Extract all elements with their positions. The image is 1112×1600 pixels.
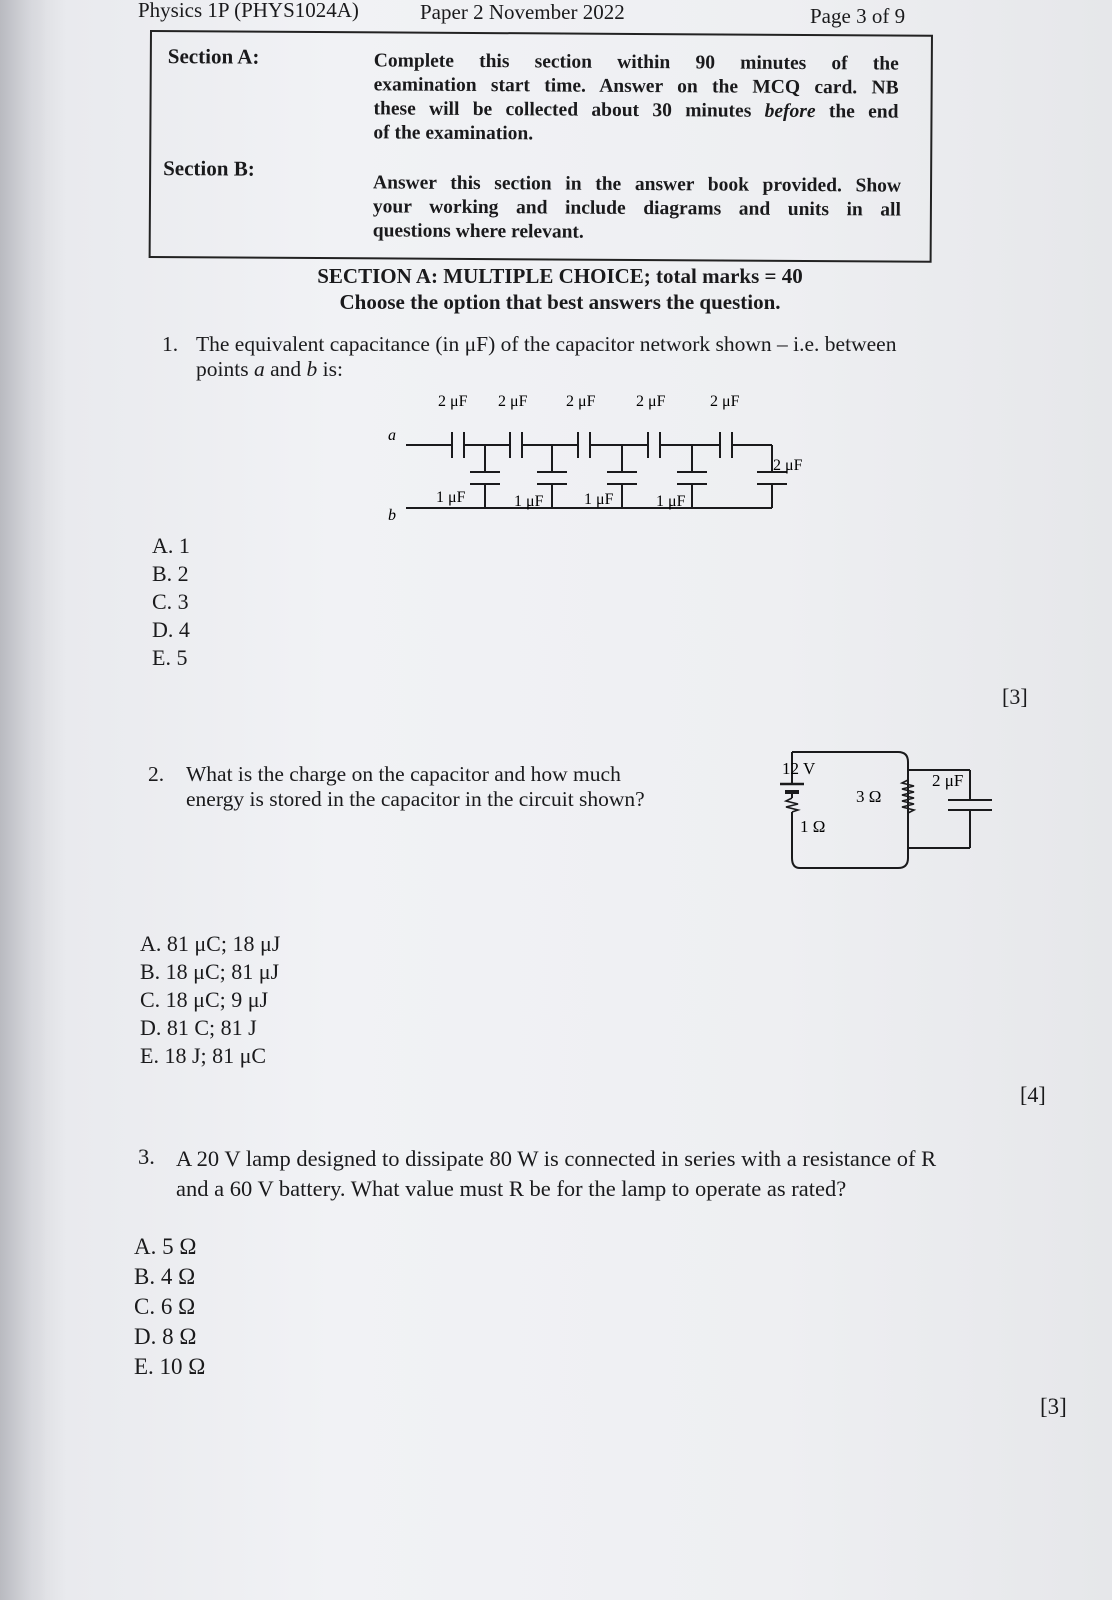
paper-date: Paper 2 November 2022	[420, 0, 625, 24]
series-cap-label: 2 μF	[636, 393, 666, 410]
q1-option-d: D. 4	[152, 617, 190, 642]
q3-options	[134, 1232, 205, 1382]
q1-number: 1.	[162, 332, 179, 356]
q2-option-a: A. 81 μC; 18 μJ	[140, 931, 281, 956]
q2-option-d: D. 81 C; 81 J	[140, 1015, 257, 1040]
q2-option-b: B. 18 μC; 81 μJ	[140, 959, 280, 984]
q1-line: The equivalent capacitance (in μF) of the capacitor network shown – i.e. between	[196, 332, 897, 356]
q3-option-a: A. 5 Ω	[134, 1234, 197, 1259]
q3-line: and a 60 V battery. What value must R be for the lamp to operate as rated?	[176, 1176, 847, 1201]
section-b-line: Answer this section in the answer book provided. Show	[373, 172, 902, 197]
q3-option-c: C. 6 Ω	[134, 1294, 196, 1319]
page-shadow	[0, 0, 46, 1600]
resistor-label: 3 Ω	[856, 787, 882, 806]
section-b-line: questions where relevant.	[372, 220, 584, 243]
section-a-line	[373, 97, 898, 124]
q2-option-c: C. 18 μC; 9 μJ	[140, 987, 269, 1012]
q1-options	[152, 532, 190, 672]
section-title: SECTION A: MULTIPLE CHOICE; total marks = 40	[317, 264, 803, 288]
q2-option-e: E. 18 J; 81 μC	[140, 1043, 267, 1068]
q2-options	[140, 930, 280, 1070]
q1-option-c: C. 3	[152, 589, 189, 614]
section-a-text	[373, 49, 899, 148]
q3-text	[176, 1144, 1076, 1204]
q1-line2-pre: points	[196, 357, 254, 381]
q1-line2-mid: and	[264, 357, 307, 381]
series-cap-label: 2 μF	[438, 393, 468, 410]
q1-marks: [3]	[1002, 684, 1028, 709]
series-cap-label: 2 μF	[710, 393, 740, 410]
section-a-line3-post: the end	[815, 101, 899, 123]
capacitor-ladder-diagram	[380, 390, 840, 540]
q1-option-b: B. 2	[152, 561, 189, 586]
q3-marks: [3]	[1040, 1394, 1067, 1419]
q1-option-e: E. 5	[152, 645, 188, 670]
course-code: Physics 1P (PHYS1024A)	[138, 0, 359, 22]
series-cap-label: 2 μF	[498, 393, 528, 410]
series-cap-label: 2 μF	[566, 393, 596, 410]
section-b-label: Section B:	[163, 156, 255, 181]
q2-line: What is the charge on the capacitor and how much	[186, 762, 621, 786]
q3-number: 3.	[138, 1144, 155, 1169]
capacitor-label: 2 μF	[932, 771, 964, 790]
section-a-label: Section A:	[167, 44, 260, 69]
section-a-line: Complete this section within 90 minutes of the	[373, 50, 899, 75]
q1-point-a: a	[253, 357, 265, 381]
node-b-label: b	[388, 507, 396, 524]
q1-text	[196, 332, 966, 382]
rc-circuit-diagram	[770, 740, 1030, 880]
shunt-cap-label: 1 μF	[656, 493, 686, 510]
section-subtitle: Choose the option that best answers the question.	[339, 290, 781, 314]
section-b-line: your working and include diagrams and units in all	[372, 196, 901, 221]
emf-label: 12 V	[782, 759, 816, 778]
shunt-cap-label: 1 μF	[436, 489, 466, 506]
q3-option-e: E. 10 Ω	[134, 1354, 206, 1379]
shunt-cap-label: 1 μF	[514, 493, 544, 510]
q1-line2-post: is:	[317, 357, 343, 381]
q2-text	[186, 762, 746, 812]
q1-option-a: A. 1	[152, 533, 190, 558]
resistor-3-ohm	[902, 780, 914, 813]
node-a-label: a	[388, 427, 396, 444]
page-number: Page 3 of 9	[810, 4, 906, 28]
instructions-box	[149, 30, 933, 263]
q2-line: energy is stored in the capacitor in the circuit shown?	[186, 787, 645, 811]
q2-number: 2.	[148, 762, 165, 786]
section-a-line3-pre: these will be collected about 30 minutes	[373, 98, 765, 122]
section-a-line: of the examination.	[373, 122, 534, 145]
q2-marks: [4]	[1020, 1082, 1046, 1107]
q3-option-b: B. 4 Ω	[134, 1264, 196, 1289]
section-a-line: examination start time. Answer on the MCQ card. NB	[373, 74, 899, 99]
end-cap-label: 2 μF	[773, 457, 803, 474]
q3-line: A 20 V lamp designed to dissipate 80 W is connected in series with a resistance of R	[176, 1146, 937, 1171]
q3-option-d: D. 8 Ω	[134, 1324, 197, 1349]
section-b-text	[373, 171, 901, 246]
emphasis-before: before	[764, 100, 816, 123]
q1-line	[196, 357, 966, 382]
q1-point-b: b	[306, 357, 318, 381]
shunt-cap-label: 1 μF	[584, 491, 614, 508]
internal-resistance-label: 1 Ω	[800, 817, 826, 836]
